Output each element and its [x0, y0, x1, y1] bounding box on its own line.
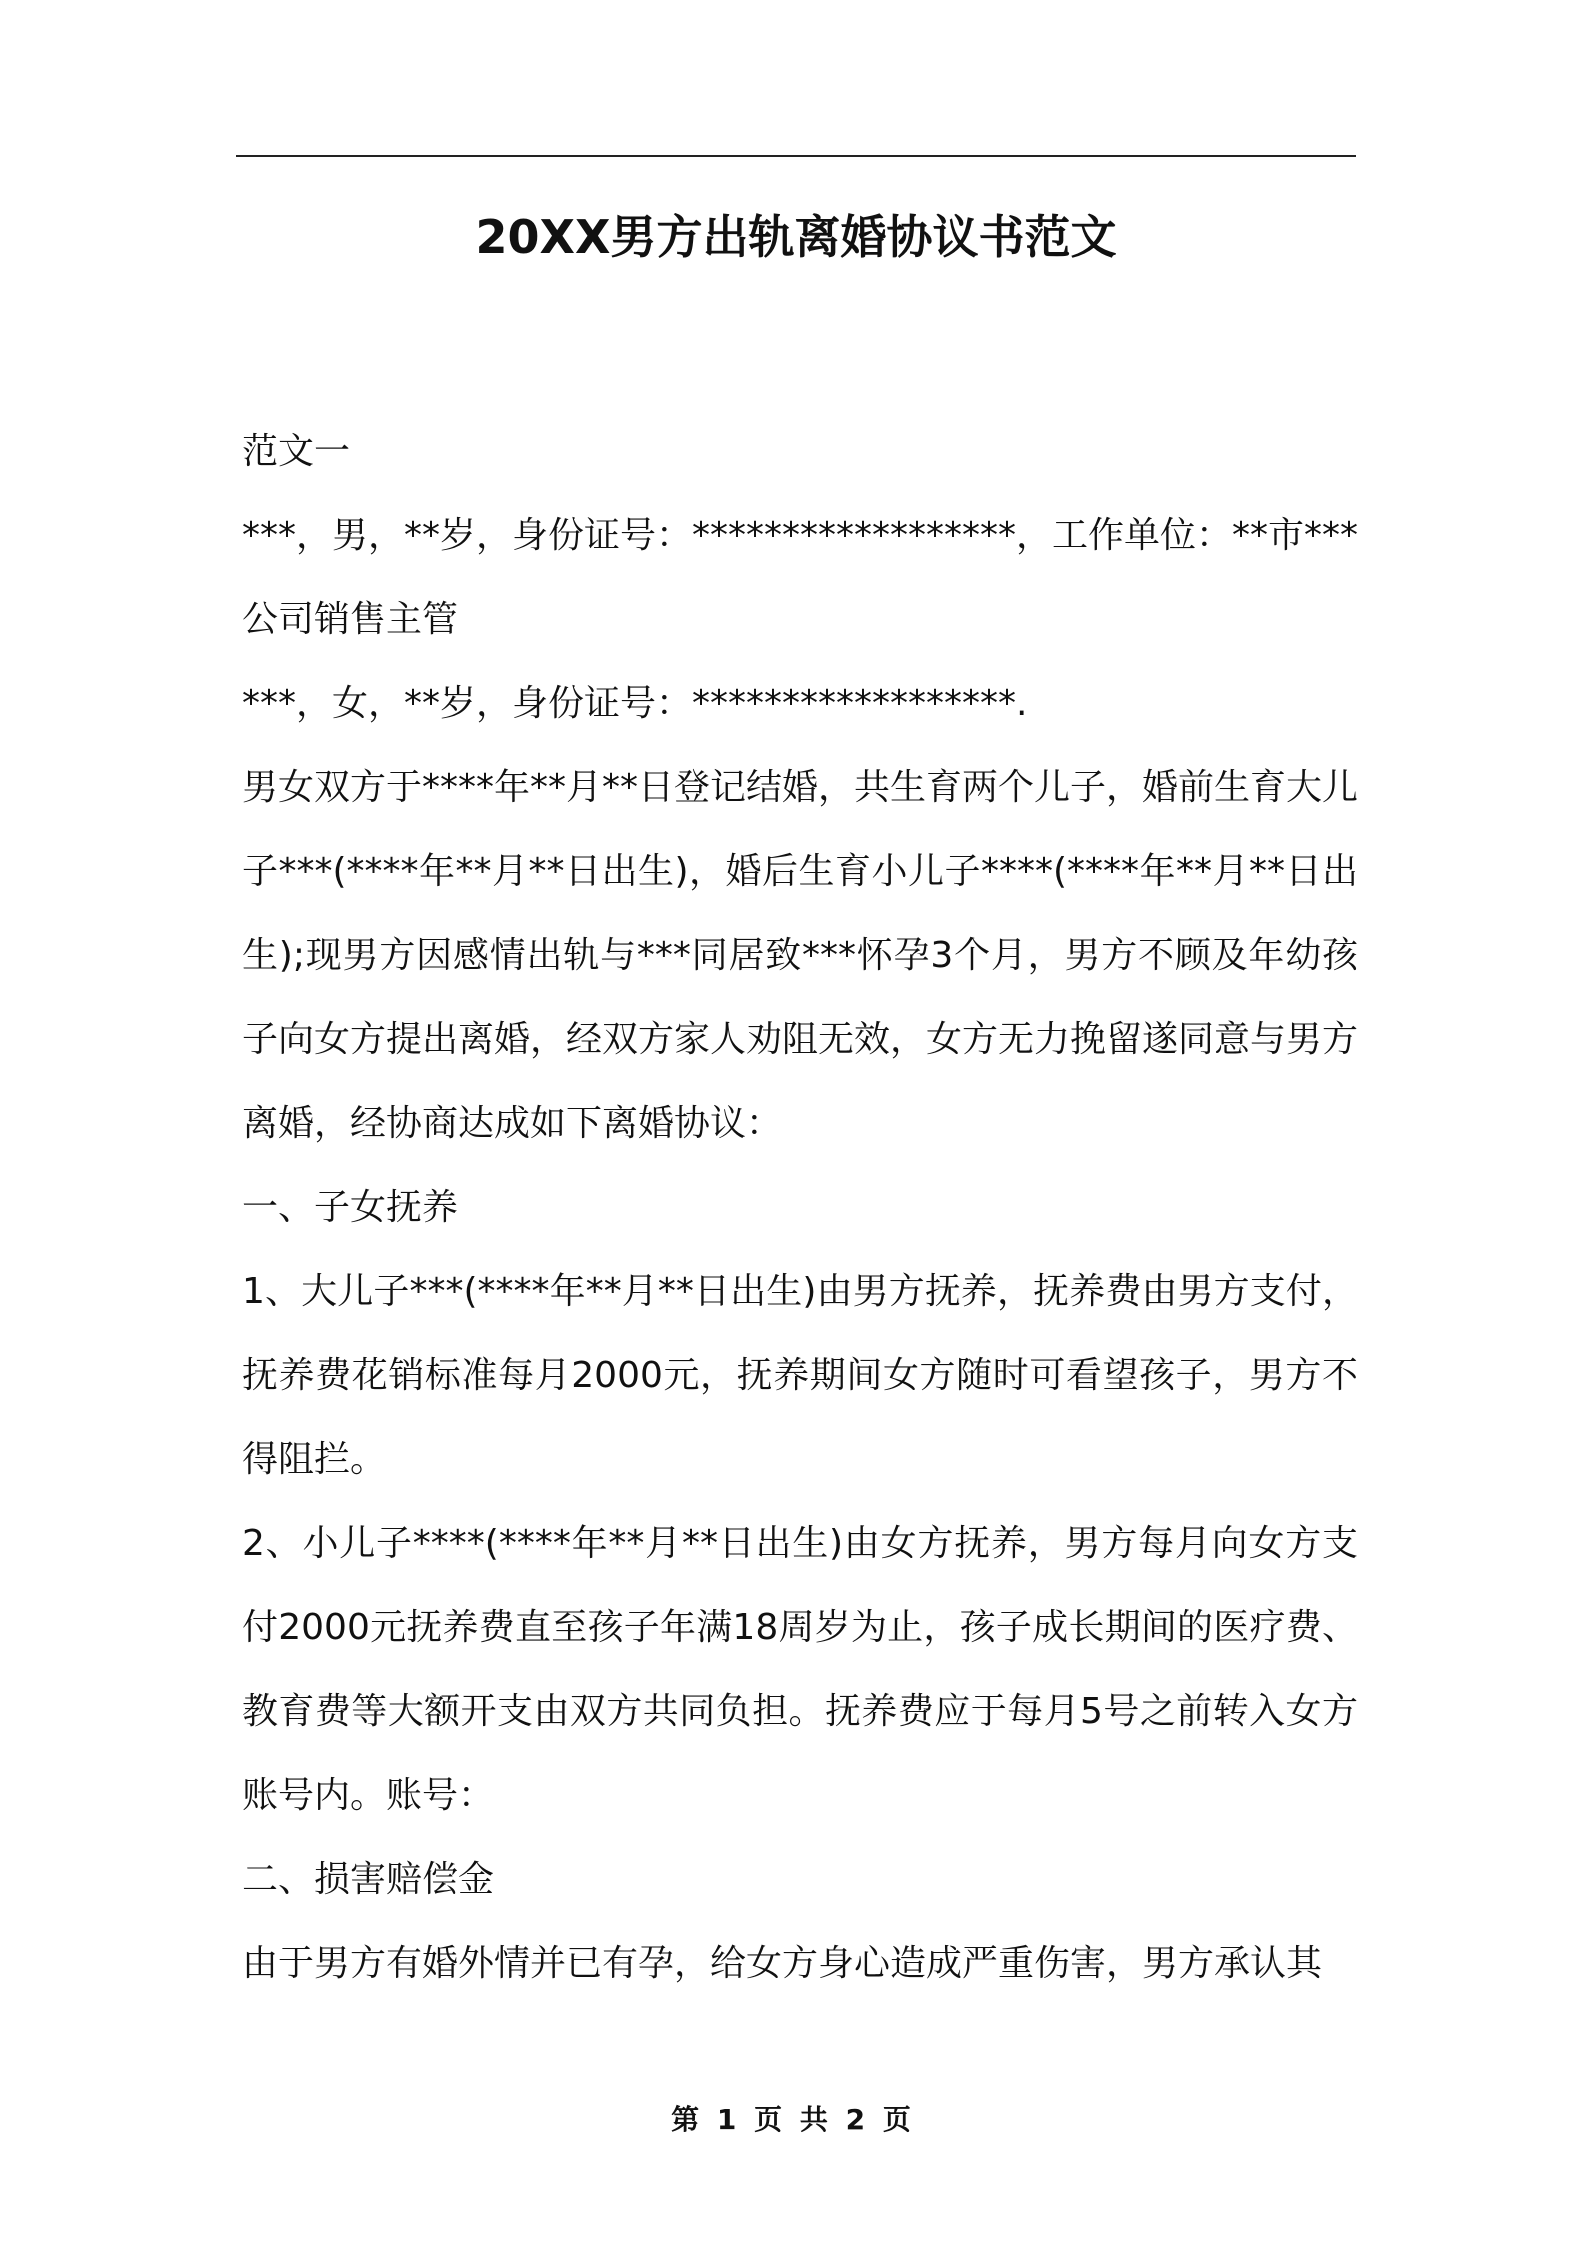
document-title: 20XX男方出轨离婚协议书范文 — [475, 210, 1117, 264]
party-female-info: ***，女，**岁，身份证号：******************. — [242, 683, 1028, 724]
document-body — [242, 410, 1358, 2006]
clause-compensation: 由于男方有婚外情并已有孕，给女方身心造成严重伤害，男方承认其 — [242, 1943, 1323, 1984]
party-male-info: ***，男，**岁，身份证号：******************，工作单位：**市***公司销售主管 — [242, 515, 1359, 640]
heading-child-custody: 一、子女抚养 — [242, 1187, 459, 1228]
background-paragraph: 男女双方于****年**月**日登记结婚，共生育两个儿子，婚前生育大儿子***(****年**月**日出生)，婚后生育小儿子****(****年**月**日出生);现男方因感情出轨与***同居致***怀孕3个月，男方不顾及年幼孩子向女方提出离婚，经双方家人劝阻无效，女方无力挽留遂同意与男方离婚，经协商达成如下离婚协议： — [242, 767, 1359, 1144]
header-divider — [236, 155, 1356, 157]
clause-younger-son: 2、小儿子****(****年**月**日出生)由女方抚养，男方每月向女方支付2000元抚养费直至孩子年满18周岁为止，孩子成长期间的医疗费、教育费等大额开支由双方共同负担。抚养费应于每月5号之前转入女方账号内。账号： — [242, 1523, 1358, 1816]
clause-elder-son: 1、大儿子***(****年**月**日出生)由男方抚养，抚养费由男方支付，抚养费花销标准每月2000元，抚养期间女方随时可看望孩子，男方不得阻拦。 — [242, 1271, 1358, 1480]
section-label: 范文一 — [242, 431, 351, 472]
heading-compensation: 二、损害赔偿金 — [242, 1859, 495, 1900]
page-number-footer: 第 1 页 共 2 页 — [671, 2103, 915, 2136]
